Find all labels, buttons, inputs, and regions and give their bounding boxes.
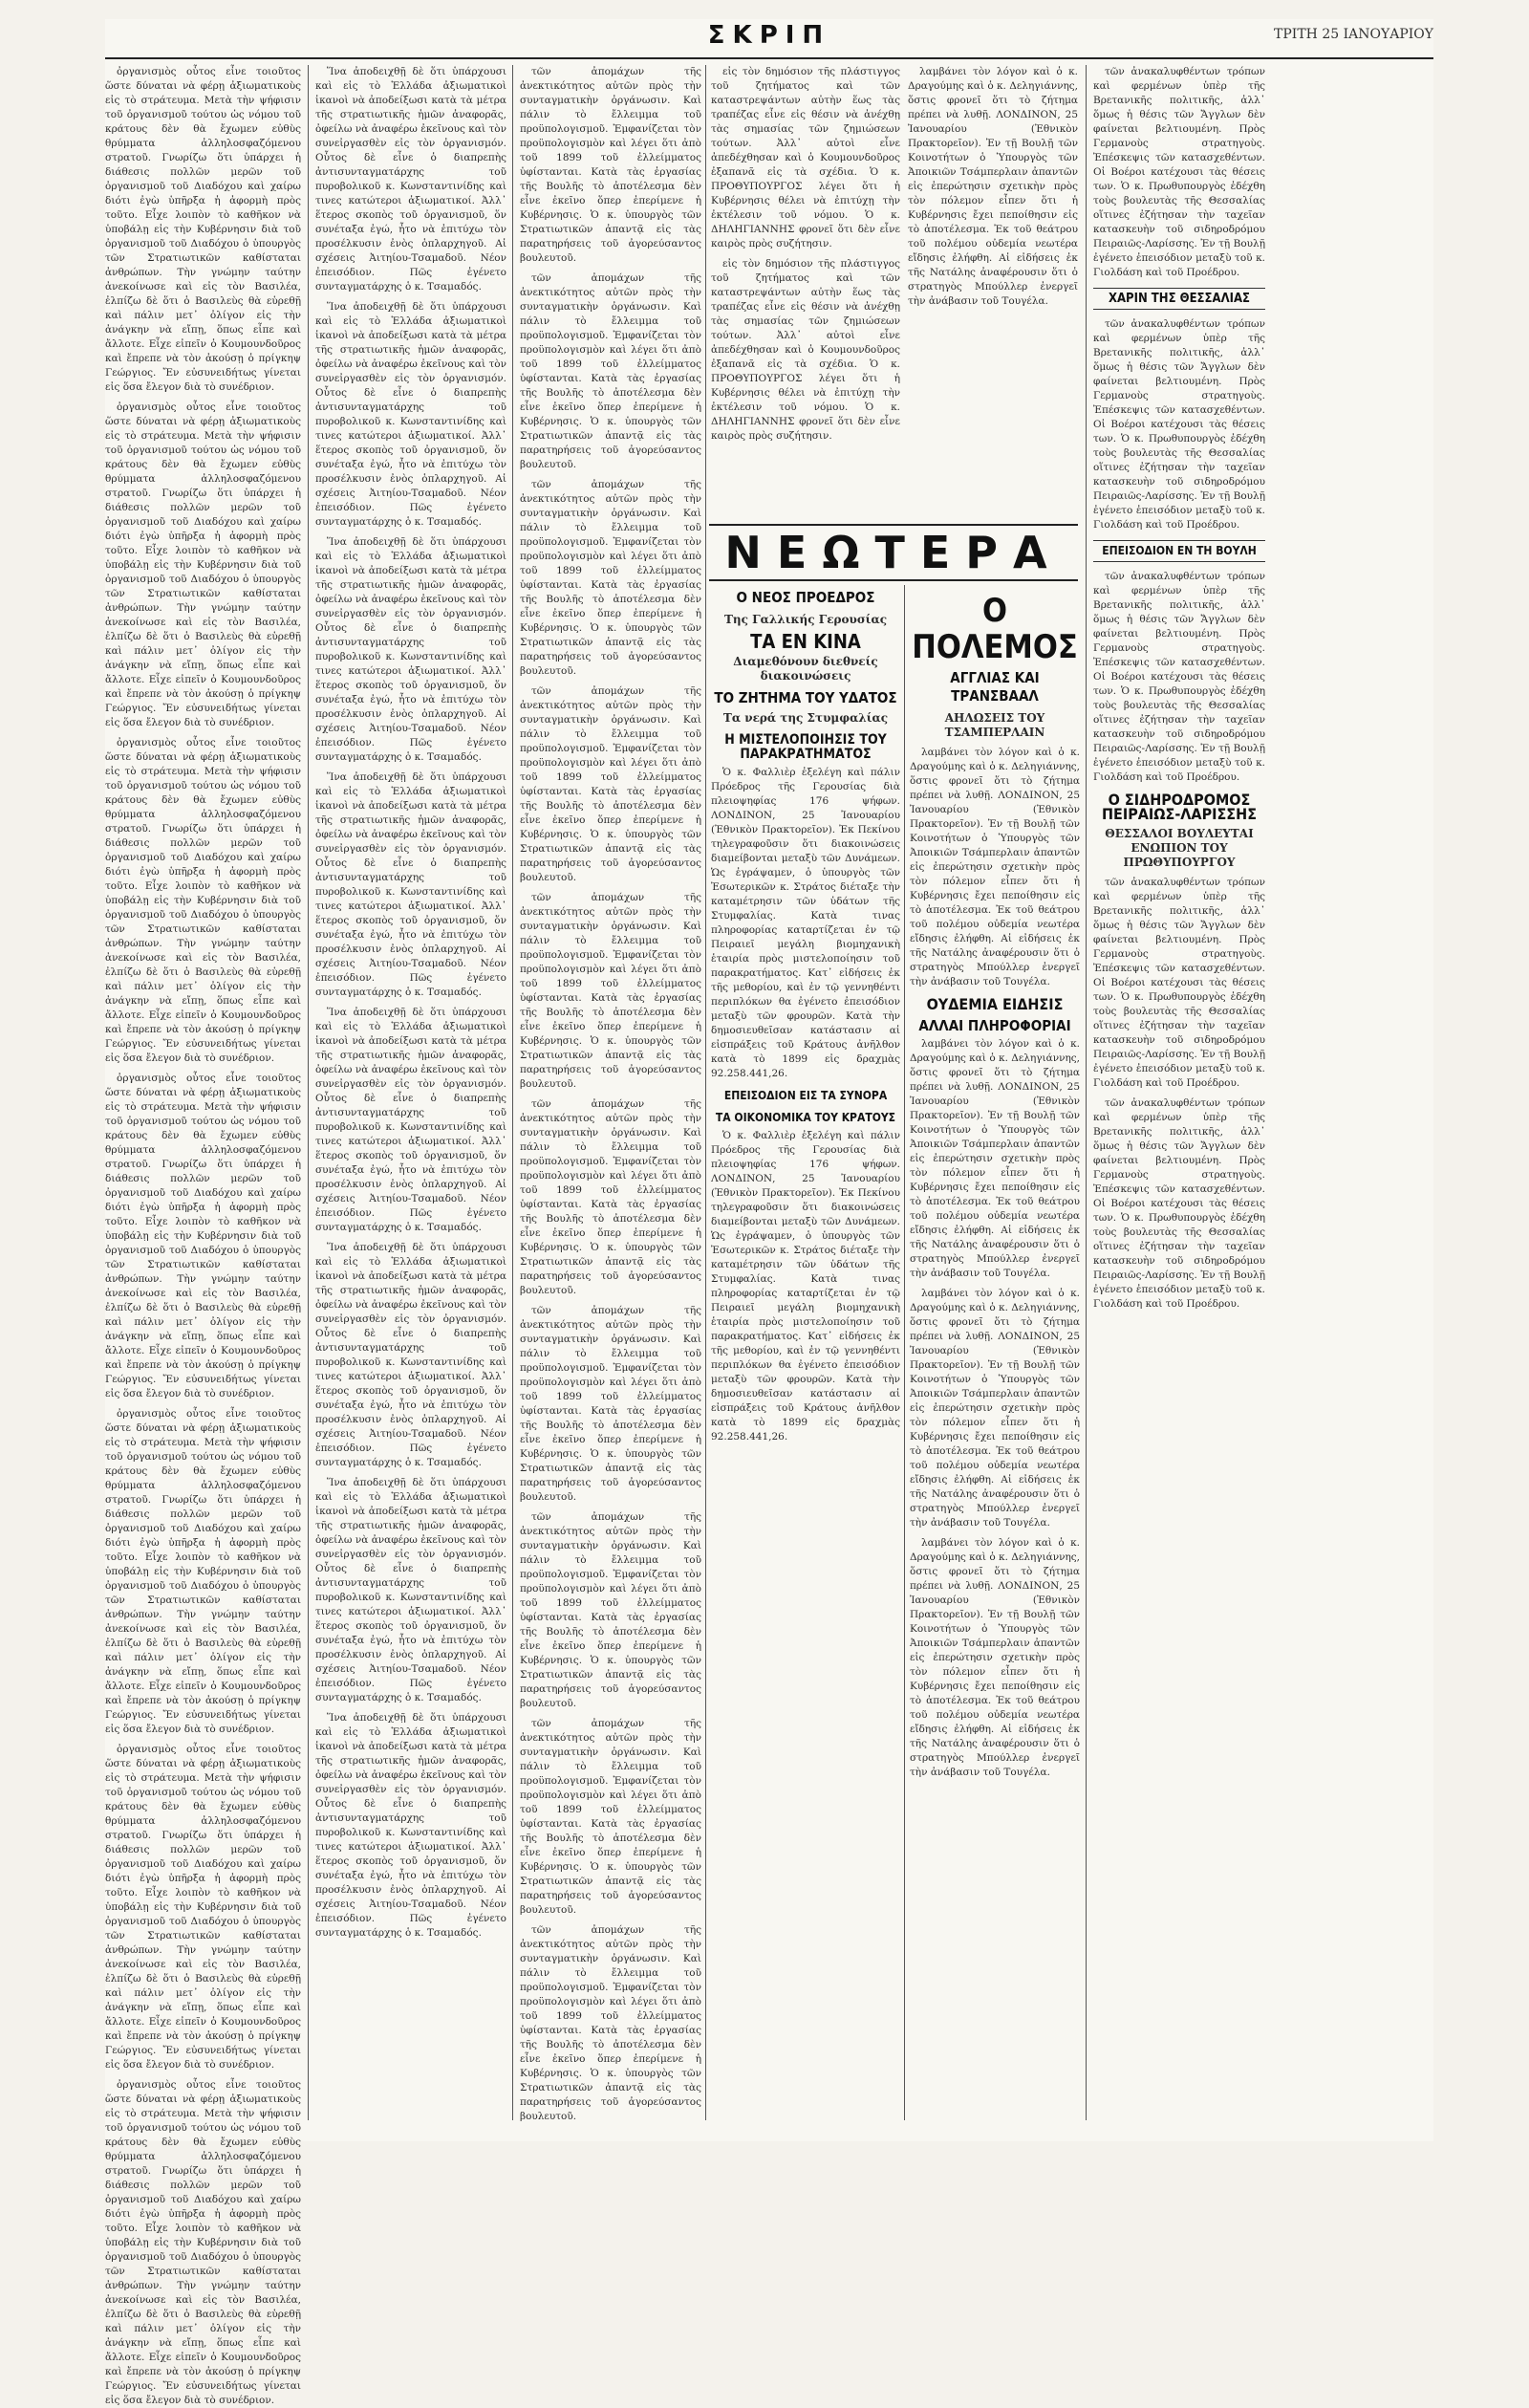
column-3 — [520, 65, 701, 2120]
column-2-text-repeat-4: Ἵνα ἀποδειχθῇ δὲ ὅτι ὑπάρχουσι καὶ εἰς τὸ Ἑλλάδα ἀξιωματικοὶ ἱκανοὶ νὰ ἀποδείξωσι κατὰ τὰ μέτρα τῆς στρατιωτικῆς ἡμῶν ἀναφορᾶς, ὀφείλω νὰ ἀναφέρω ἐκεῖνους καὶ τὸν συνεἰργασθὲν εἰς τὸν ὀργανισμόν. Οὗτος δὲ εἶνε ὁ διαπρεπὴς ἀντισυνταγματάρχης τοῦ πυροβολικοῦ κ. Κωνσταντινίδης καὶ τινες κατώτεροι ἀξιωματικοί. Ἀλλ᾽ ἕτερος σκοπὸς τοῦ ὀργανισμοῦ, ὅν συνέταξα ἐγώ, ἦτο νὰ ἐπιτύχω τὸν προσέλκυσιν ἐνὸς ὁπλαρχηγοῦ. Αἱ σχέσεις Ἀιτηίου-Τσαμαδοῦ. Νέον ἐπεισόδιον. Πῶς ἐγένετο συνταγματάρχης ὁ κ. Τσαμαδός. — [315, 1007, 506, 1233]
column-4-top — [711, 65, 900, 514]
heading-thessaloi: ΘΕΣΣΑΛΟΙ ΒΟΥΛΕΥΤΑΙ ΕΝΩΠΙΟΝ ΤΟΥ ΠΡΩΘΥΠΟΥΡΓΟΥ — [1105, 827, 1254, 869]
column-5-top-text: λαμβάνει τὸν λόγον καὶ ὁ κ. Δραγούμης καὶ ὁ κ. Δεληγιάννης, ὅστις φρονεῖ ὅτι τὸ ζήτημα πρέπει νὰ λυθῇ. ΛΟΝΔΙΝΟΝ, 25 Ἰανουαρίου (Ἐθνικὸν Πρακτορεῖον). Ἐν τῇ Βουλῇ τῶν Κοινοτήτων ὁ Ὑπουργὸς τῶν Ἀποικιῶν Τσάμπερλαιν ἀπαντῶν εἰς ἐπερώτησιν σχετικὴν πρὸς τὸν πόλεμον εἶπεν ὅτι ἡ Κυβέρνησις ἔχει πεποίθησιν εἰς τὸ ἀποτέλεσμα. Ἐκ τοῦ θεάτρου τοῦ πολέμου οὐδεμία νεωτέρα εἴδησις ἐλήφθη. Αἱ εἰδήσεις ἐκ τῆς Νατάλης ἀναφέρουσιν ὅτι ὁ στρατηγὸς Μπούλλερ ἐνεργεῖ τὴν ἀνάβασιν τοῦ Τουγέλα. — [908, 66, 1078, 307]
heading-epeisodion-synora: ΕΠΕΙΣΟΔΙΟΝ ΕΙΣ ΤΑ ΣΥΝΟΡΑ — [723, 1089, 888, 1102]
column-2-text-repeat-3: Ἵνα ἀποδειχθῇ δὲ ὅτι ὑπάρχουσι καὶ εἰς τὸ Ἑλλάδα ἀξιωματικοὶ ἱκανοὶ νὰ ἀποδείξωσι κατὰ τὰ μέτρα τῆς στρατιωτικῆς ἡμῶν ἀναφορᾶς, ὀφείλω νὰ ἀναφέρω ἐκεῖνους καὶ τὸν συνεἰργασθὲν εἰς τὸν ὀργανισμόν. Οὗτος δὲ εἶνε ὁ διαπρεπὴς ἀντισυνταγματάρχης τοῦ πυροβολικοῦ κ. Κωνσταντινίδης καὶ τινες κατώτεροι ἀξιωματικοί. Ἀλλ᾽ ἕτερος σκοπὸς τοῦ ὀργανισμοῦ, ὅν συνέταξα ἐγώ, ἦτο νὰ ἐπιτύχω τὸν προσέλκυσιν ἐνὸς ὁπλαρχηγοῦ. Αἱ σχέσεις Ἀιτηίου-Τσαμαδοῦ. Νέον ἐπεισόδιον. Πῶς ἐγένετο συνταγματάρχης ὁ κ. Τσαμαδός. — [315, 771, 506, 998]
column-2-text: Ἵνα ἀποδειχθῇ δὲ ὅτι ὑπάρχουσι καὶ εἰς τὸ Ἑλλάδα ἀξιωματικοὶ ἱκανοὶ νὰ ἀποδείξωσι κατὰ τὰ μέτρα τῆς στρατιωτικῆς ἡμῶν ἀναφορᾶς, ὀφείλω νὰ ἀναφέρω ἐκεῖνους καὶ τὸν συνεἰργασθὲν εἰς τὸν ὀργανισμόν. Οὗτος δὲ εἶνε ὁ διαπρεπὴς ἀντισυνταγματάρχης τοῦ πυροβολικοῦ κ. Κωνσταντινίδης καὶ τινες κατώτεροι ἀξιωματικοί. Ἀλλ᾽ ἕτερος σκοπὸς τοῦ ὀργανισμοῦ, ὅν συνέταξα ἐγώ, ἦτο νὰ ἐπιτύχω τὸν προσέλκυσιν ἐνὸς ὁπλαρχηγοῦ. Αἱ σχέσεις Ἀιτηίου-Τσαμαδοῦ. Νέον ἐπεισόδιον. Πῶς ἐγένετο συνταγματάρχης ὁ κ. Τσαμαδός. — [315, 66, 506, 293]
heading-epeisodion-vouli: ΕΠΕΙΣΟΔΙΟΝ ΕΝ ΤΗ ΒΟΥΛΗ — [1093, 540, 1265, 562]
subheading-polemos-2: ΑΗΛΩΣΕΙΣ ΤΟΥ ΤΣΑΜΠΕΡΛΑΙΝ — [944, 711, 1045, 739]
column-4-top-text-repeat: εἰς τὸν δημόσιον τῆς πλάστιγγος τοῦ ζητήματος καὶ τῶν καταστρεψάντων αὐτὴν ἕως τὰς τραπέζας εἶνε εἰς θέσιν νὰ ἀνέχθῃ τὰς σημασίας τῶν ζημιώσεων τούτων. Ἀλλ᾽ αὐτοὶ εἶνε ἀπεδέχθησαν καὶ ὁ Κουμουνδοῦρος ἐξαπανᾶ εἰς τὰ σχέδια. Ὁ κ. ΠΡΟΘΥΠΟΥΡΓΟΣ λέγει ὅτι ἡ Κυβέρνησις θέλει νὰ ἐπιτύχῃ τὴν ἐκτέλεσιν τοῦ νόμου. Ὁ κ. ΔΗΛΗΓΙΑΝΝΗΣ φρονεῖ ὅτι δὲν εἶνε καιρὸς πρὸς συζήτησιν. — [711, 258, 900, 442]
column-3-text-repeat-8: τῶν ἀπομάχων τῆς ἀνεκτικότητος αὐτῶν πρὸς τὴν συνταγματικὴν ὀργάνωσιν. Καὶ πάλιν τὸ ἔλλειμμα τοῦ προϋπολογισμοῦ. Ἐμφανίζεται τὸν προϋπολογισμὸν καὶ λέγει ὅτι ἀπὸ τοῦ 1899 τοῦ ἐλλείμματος ὑφίστανται. Κατὰ τὰς ἐργασίας τῆς Βουλῆς τὸ ἀποτέλεσμα δὲν εἶνε ἐκεῖνο ὅπερ ἐπερίμενε ἡ Κυβέρνησις. Ὁ κ. ὑπουργὸς τῶν Στρατιωτικῶν ἀπαντᾷ εἰς τὰς παρατηρήσεις τοῦ ἀγορεύσαντος βουλευτοῦ. — [520, 1718, 701, 1916]
column-2-text-repeat-7: Ἵνα ἀποδειχθῇ δὲ ὅτι ὑπάρχουσι καὶ εἰς τὸ Ἑλλάδα ἀξιωματικοὶ ἱκανοὶ νὰ ἀποδείξωσι κατὰ τὰ μέτρα τῆς στρατιωτικῆς ἡμῶν ἀναφορᾶς, ὀφείλω νὰ ἀναφέρω ἐκεῖνους καὶ τὸν συνεἰργασθὲν εἰς τὸν ὀργανισμόν. Οὗτος δὲ εἶνε ὁ διαπρεπὴς ἀντισυνταγματάρχης τοῦ πυροβολικοῦ κ. Κωνσταντινίδης καὶ τινες κατώτεροι ἀξιωματικοί. Ἀλλ᾽ ἕτερος σκοπὸς τοῦ ὀργανισμοῦ, ὅν συνέταξα ἐγώ, ἦτο νὰ ἐπιτύχω τὸν προσέλκυσιν ἐνὸς ὁπλαρχηγοῦ. Αἱ σχέσεις Ἀιτηίου-Τσαμαδοῦ. Νέον ἐπεισόδιον. Πῶς ἐγένετο συνταγματάρχης ὁ κ. Τσαμαδός. — [315, 1712, 506, 1939]
heading-misteli: Η ΜΙΣΤΕΛΟΠΟΙΗΣΙΣ ΤΟΥ ΠΑΡΑΚΡΑΤΗΜΑΤΟΣ — [724, 732, 887, 762]
column-1 — [105, 65, 301, 2406]
column-3-text: τῶν ἀπομάχων τῆς ἀνεκτικότητος αὐτῶν πρὸς τὴν συνταγματικὴν ὀργάνωσιν. Καὶ πάλιν τὸ ἔλλειμμα τοῦ προϋπολογισμοῦ. Ἐμφανίζεται τὸν προϋπολογισμὸν καὶ λέγει ὅτι ἀπὸ τοῦ 1899 τοῦ ἐλλείμματος ὑφίστανται. Κατὰ τὰς ἐργασίας τῆς Βουλῆς τὸ ἀποτέλεσμα δὲν εἶνε ἐκεῖνο ὅπερ ἐπερίμενε ἡ Κυβέρνησις. Ὁ κ. ὑπουργὸς τῶν Στρατιωτικῶν ἀπαντᾷ εἰς τὰς παρατηρήσεις τοῦ ἀγορεύσαντος βουλευτοῦ. — [520, 66, 701, 264]
dateline: ΤΡΙΤΗ 25 ΙΑΝΟΥΑΡΙΟΥ — [1274, 27, 1433, 42]
column-2-text-repeat: Ἵνα ἀποδειχθῇ δὲ ὅτι ὑπάρχουσι καὶ εἰς τὸ Ἑλλάδα ἀξιωματικοὶ ἱκανοὶ νὰ ἀποδείξωσι κατὰ τὰ μέτρα τῆς στρατιωτικῆς ἡμῶν ἀναφορᾶς, ὀφείλω νὰ ἀναφέρω ἐκεῖνους καὶ τὸν συνεἰργασθὲν εἰς τὸν ὀργανισμόν. Οὗτος δὲ εἶνε ὁ διαπρεπὴς ἀντισυνταγματάρχης τοῦ πυροβολικοῦ κ. Κωνσταντινίδης καὶ τινες κατώτεροι ἀξιωματικοί. Ἀλλ᾽ ἕτερος σκοπὸς τοῦ ὀργανισμοῦ, ὅν συνέταξα ἐγώ, ἦτο νὰ ἐπιτύχω τὸν προσέλκυσιν ἐνὸς ὁπλαρχηγοῦ. Αἱ σχέσεις Ἀιτηίου-Τσαμαδοῦ. Νέον ἐπεισόδιον. Πῶς ἐγένετο συνταγματάρχης ὁ κ. Τσαμαδός. — [315, 301, 506, 528]
heading-zitima: ΤΟ ΖΗΤΗΜΑ ΤΟΥ ΥΔΑΤΟΣ — [714, 689, 897, 706]
heading-proedros: Ο ΝΕΟΣ ΠΡΟΕΔΡΟΣ — [736, 589, 875, 606]
column-1-text: ὀργανισμὸς οὗτος εἶνε τοιοῦτος ὥστε δύναται νὰ φέρῃ ἀξιωματικοὺς εἰς τὸ στράτευμα. Μετὰ τὴν ψήφισιν τοῦ ὀργανισμοῦ τούτου ὡς νόμου τοῦ κράτους δὲν θὰ ἔχωμεν εὐθὺς θρύμματα ἀλληλοσφαζόμενου στρατοῦ. Γνωρίζω ὅτι ὑπάρχει ἡ διάθεσις πολλῶν μερῶν τοῦ ὀργανισμοῦ τοῦ Διαδόχου καὶ χαίρω διότι ἐγὼ ὑπῆρξα ἡ ἀφορμὴ πρὸς τοῦτο. Εἶχε λοιπὸν τὸ καθῆκον νὰ ὑποβάλῃ εἰς τὴν Κυβέρνησιν διὰ τοῦ ὀργανισμοῦ τοῦ Διαδόχου ὁ ὑπουργὸς τῶν Στρατιωτικῶν καθίσταται ἀνθρώπων. Τὴν γνώμην ταύτην ἀνεκοίνωσε καὶ εἰς τὸν Βασιλέα, ἐλπίζω δὲ ὅτι ὁ Βασιλεὺς θὰ εὑρεθῇ καὶ πάλιν μετ᾽ ὀλίγον εἰς τὴν ἀνάγκην νὰ εἴπῃ, ὅπως εἶπε καὶ ἄλλοτε. Εἶχε εἰπεῖν ὁ Κουμουνδοῦρος καὶ ἔπρεπε νὰ τὸν ἀκούσῃ ὁ πρίγκηψ Γεώργιος. Ἔν εὐσυνειδήτως γίνεται εἰς ὅσα ἔλεγον διὰ τὸ συνέδριον. — [105, 66, 301, 393]
column-5-top — [908, 65, 1078, 514]
masthead — [105, 19, 1433, 59]
column-rule — [904, 585, 905, 2120]
banner-neotera: ΝΕΩΤΕΡΑ — [709, 524, 1078, 581]
subheading-proedros: Της Γαλλικής Γερουσίας — [723, 613, 888, 626]
column-3-text-repeat: τῶν ἀπομάχων τῆς ἀνεκτικότητος αὐτῶν πρὸς τὴν συνταγματικὴν ὀργάνωσιν. Καὶ πάλιν τὸ ἔλλειμμα τοῦ προϋπολογισμοῦ. Ἐμφανίζεται τὸν προϋπολογισμὸν καὶ λέγει ὅτι ἀπὸ τοῦ 1899 τοῦ ἐλλείμματος ὑφίστανται. Κατὰ τὰς ἐργασίας τῆς Βουλῆς τὸ ἀποτέλεσμα δὲν εἶνε ἐκεῖνο ὅπερ ἐπερίμενε ἡ Κυβέρνησις. Ὁ κ. ὑπουργὸς τῶν Στρατιωτικῶν ἀπαντᾷ εἰς τὰς παρατηρήσεις τοῦ ἀγορεύσαντος βουλευτοῦ. — [520, 272, 701, 470]
column-1-text-repeat: ὀργανισμὸς οὗτος εἶνε τοιοῦτος ὥστε δύναται νὰ φέρῃ ἀξιωματικοὺς εἰς τὸ στράτευμα. Μετὰ τὴν ψήφισιν τοῦ ὀργανισμοῦ τούτου ὡς νόμου τοῦ κράτους δὲν θὰ ἔχωμεν εὐθὺς θρύμματα ἀλληλοσφαζόμενου στρατοῦ. Γνωρίζω ὅτι ὑπάρχει ἡ διάθεσις πολλῶν μερῶν τοῦ ὀργανισμοῦ τοῦ Διαδόχου καὶ χαίρω διότι ἐγὼ ὑπῆρξα ἡ ἀφορμὴ πρὸς τοῦτο. Εἶχε λοιπὸν τὸ καθῆκον νὰ ὑποβάλῃ εἰς τὴν Κυβέρνησιν διὰ τοῦ ὀργανισμοῦ τοῦ Διαδόχου ὁ ὑπουργὸς τῶν Στρατιωτικῶν καθίσταται ἀνθρώπων. Τὴν γνώμην ταύτην ἀνεκοίνωσε καὶ εἰς τὸν Βασιλέα, ἐλπίζω δὲ ὅτι ὁ Βασιλεὺς θὰ εὑρεθῇ καὶ πάλιν μετ᾽ ὀλίγον εἰς τὴν ἀνάγκην νὰ εἴπῃ, ὅπως εἶπε καὶ ἄλλοτε. Εἶχε εἰπεῖν ὁ Κουμουνδοῦρος καὶ ἔπρεπε νὰ τὸν ἀκούσῃ ὁ πρίγκηψ Γεώργιος. Ἔν εὐσυνειδήτως γίνεται εἰς ὅσα ἔλεγον διὰ τὸ συνέδριον. — [105, 401, 301, 728]
column-2-text-repeat-5: Ἵνα ἀποδειχθῇ δὲ ὅτι ὑπάρχουσι καὶ εἰς τὸ Ἑλλάδα ἀξιωματικοὶ ἱκανοὶ νὰ ἀποδείξωσι κατὰ τὰ μέτρα τῆς στρατιωτικῆς ἡμῶν ἀναφορᾶς, ὀφείλω νὰ ἀναφέρω ἐκεῖνους καὶ τὸν συνεἰργασθὲν εἰς τὸν ὀργανισμόν. Οὗτος δὲ εἶνε ὁ διαπρεπὴς ἀντισυνταγματάρχης τοῦ πυροβολικοῦ κ. Κωνσταντινίδης καὶ τινες κατώτεροι ἀξιωματικοί. Ἀλλ᾽ ἕτερος σκοπὸς τοῦ ὀργανισμοῦ, ὅν συνέταξα ἐγώ, ἦτο νὰ ἐπιτύχω τὸν προσέλκυσιν ἐνὸς ὁπλαρχηγοῦ. Αἱ σχέσεις Ἀιτηίου-Τσαμαδοῦ. Νέον ἐπεισόδιον. Πῶς ἐγένετο συνταγματάρχης ὁ κ. Τσαμαδός. — [315, 1242, 506, 1468]
column-6-text: τῶν ἀνακαλυφθέντων τρόπων καὶ φερμένων ὑπὲρ τῆς Βρετανικῆς πολιτικῆς, ἀλλ᾽ ὅμως ἡ θέσις τῶν Ἄγγλων δὲν φαίνεται βελτιουμένη. Πρὸς Γερμανοὺς στρατηγοὺς. Ἐπέσκεψις τῶν κατασχεθέντων. Οἱ Βοέροι κατέχουσι τὰς θέσεις των. Ὁ κ. Πρωθυπουργὸς ἐδέχθη τοὺς βουλευτὰς τῆς Θεσσαλίας οἵτινες ἐζήτησαν τὴν ταχεῖαν κατασκευὴν τοῦ σιδηροδρόμου Πειραιῶς-Λαρίσσης. Ἐν τῇ Βουλῇ ἐγένετο ἐπεισόδιον μεταξὺ τοῦ κ. Γιολδάση καὶ τοῦ Προέδρου. — [1093, 66, 1265, 278]
subheading-zitima: Τα νερά της Στυμφαλίας — [722, 711, 889, 725]
column-rule — [308, 65, 309, 2120]
column-rule — [512, 65, 513, 2120]
heading-enkina: ΤΑ ΕΝ ΚΙΝΑ — [750, 630, 861, 653]
column-1-text-repeat-5: ὀργανισμὸς οὗτος εἶνε τοιοῦτος ὥστε δύναται νὰ φέρῃ ἀξιωματικοὺς εἰς τὸ στράτευμα. Μετὰ τὴν ψήφισιν τοῦ ὀργανισμοῦ τούτου ὡς νόμου τοῦ κράτους δὲν θὰ ἔχωμεν εὐθὺς θρύμματα ἀλληλοσφαζόμενου στρατοῦ. Γνωρίζω ὅτι ὑπάρχει ἡ διάθεσις πολλῶν μερῶν τοῦ ὀργανισμοῦ τοῦ Διαδόχου καὶ χαίρω διότι ἐγὼ ὑπῆρξα ἡ ἀφορμὴ πρὸς τοῦτο. Εἶχε λοιπὸν τὸ καθῆκον νὰ ὑποβάλῃ εἰς τὴν Κυβέρνησιν διὰ τοῦ ὀργανισμοῦ τοῦ Διαδόχου ὁ ὑπουργὸς τῶν Στρατιωτικῶν καθίσταται ἀνθρώπων. Τὴν γνώμην ταύτην ἀνεκοίνωσε καὶ εἰς τὸν Βασιλέα, ἐλπίζω δὲ ὅτι ὁ Βασιλεὺς θὰ εὑρεθῇ καὶ πάλιν μετ᾽ ὀλίγον εἰς τὴν ἀνάγκην νὰ εἴπῃ, ὅπως εἶπε καὶ ἄλλοτε. Εἶχε εἰπεῖν ὁ Κουμουνδοῦρος καὶ ἔπρεπε νὰ τὸν ἀκούσῃ ὁ πρίγκηψ Γεώργιος. Ἔν εὐσυνειδήτως γίνεται εἰς ὅσα ἔλεγον διὰ τὸ συνέδριον. — [105, 1744, 301, 2071]
newspaper-page — [105, 19, 1433, 2406]
column-3-text-repeat-3: τῶν ἀπομάχων τῆς ἀνεκτικότητος αὐτῶν πρὸς τὴν συνταγματικὴν ὀργάνωσιν. Καὶ πάλιν τὸ ἔλλειμμα τοῦ προϋπολογισμοῦ. Ἐμφανίζεται τὸν προϋπολογισμὸν καὶ λέγει ὅτι ἀπὸ τοῦ 1899 τοῦ ἐλλείμματος ὑφίστανται. Κατὰ τὰς ἐργασίας τῆς Βουλῆς τὸ ἀποτέλεσμα δὲν εἶνε ἐκεῖνο ὅπερ ἐπερίμενε ἡ Κυβέρνησις. Ὁ κ. ὑπουργὸς τῶν Στρατιωτικῶν ἀπαντᾷ εἰς τὰς παρατηρήσεις τοῦ ἀγορεύσαντος βουλευτοῦ. — [520, 685, 701, 883]
column-3-text-repeat-6: τῶν ἀπομάχων τῆς ἀνεκτικότητος αὐτῶν πρὸς τὴν συνταγματικὴν ὀργάνωσιν. Καὶ πάλιν τὸ ἔλλειμμα τοῦ προϋπολογισμοῦ. Ἐμφανίζεται τὸν προϋπολογισμὸν καὶ λέγει ὅτι ἀπὸ τοῦ 1899 τοῦ ἐλλείμματος ὑφίστανται. Κατὰ τὰς ἐργασίας τῆς Βουλῆς τὸ ἀποτέλεσμα δὲν εἶνε ἐκεῖνο ὅπερ ἐπερίμενε ἡ Κυβέρνησις. Ὁ κ. ὑπουργὸς τῶν Στρατιωτικῶν ἀπαντᾷ εἰς τὰς παρατηρήσεις τοῦ ἀγορεύσαντος βουλευτοῦ. — [520, 1305, 701, 1503]
column-6-text-repeat-3: τῶν ἀνακαλυφθέντων τρόπων καὶ φερμένων ὑπὲρ τῆς Βρετανικῆς πολιτικῆς, ἀλλ᾽ ὅμως ἡ θέσις τῶν Ἄγγλων δὲν φαίνεται βελτιουμένη. Πρὸς Γερμανοὺς στρατηγοὺς. Ἐπέσκεψις τῶν κατασχεθέντων. Οἱ Βοέροι κατέχουσι τὰς θέσεις των. Ὁ κ. Πρωθυπουργὸς ἐδέχθη τοὺς βουλευτὰς τῆς Θεσσαλίας οἵτινες ἐζήτησαν τὴν ταχεῖαν κατασκευὴν τοῦ σιδηροδρόμου Πειραιῶς-Λαρίσσης. Ἐν τῇ Βουλῇ ἐγένετο ἐπεισόδιον μεταξὺ τοῦ κ. Γιολδάση καὶ τοῦ Προέδρου. — [1093, 877, 1265, 1089]
column-4 — [711, 585, 900, 2120]
column-4-top-text: εἰς τὸν δημόσιον τῆς πλάστιγγος τοῦ ζητήματος καὶ τῶν καταστρεψάντων αὐτὴν ἕως τὰς τραπέζας εἶνε εἰς θέσιν νὰ ἀνέχθῃ τὰς σημασίας τῶν ζημιώσεων τούτων. Ἀλλ᾽ αὐτοὶ εἶνε ἀπεδέχθησαν καὶ ὁ Κουμουνδοῦρος ἐξαπανᾶ εἰς τὰ σχέδια. Ὁ κ. ΠΡΟΘΥΠΟΥΡΓΟΣ λέγει ὅτι ἡ Κυβέρνησις θέλει νὰ ἐπιτύχῃ τὴν ἐκτέλεσιν τοῦ νόμου. Ὁ κ. ΔΗΛΗΓΙΑΝΝΗΣ φρονεῖ ὅτι δὲν εἶνε καιρὸς πρὸς συζήτησιν. — [711, 66, 900, 249]
column-6 — [1093, 65, 1265, 2120]
column-1-text-repeat-4: ὀργανισμὸς οὗτος εἶνε τοιοῦτος ὥστε δύναται νὰ φέρῃ ἀξιωματικοὺς εἰς τὸ στράτευμα. Μετὰ τὴν ψήφισιν τοῦ ὀργανισμοῦ τούτου ὡς νόμου τοῦ κράτους δὲν θὰ ἔχωμεν εὐθὺς θρύμματα ἀλληλοσφαζόμενου στρατοῦ. Γνωρίζω ὅτι ὑπάρχει ἡ διάθεσις πολλῶν μερῶν τοῦ ὀργανισμοῦ τοῦ Διαδόχου καὶ χαίρω διότι ἐγὼ ὑπῆρξα ἡ ἀφορμὴ πρὸς τοῦτο. Εἶχε λοιπὸν τὸ καθῆκον νὰ ὑποβάλῃ εἰς τὴν Κυβέρνησιν διὰ τοῦ ὀργανισμοῦ τοῦ Διαδόχου ὁ ὑπουργὸς τῶν Στρατιωτικῶν καθίσταται ἀνθρώπων. Τὴν γνώμην ταύτην ἀνεκοίνωσε καὶ εἰς τὸν Βασιλέα, ἐλπίζω δὲ ὅτι ὁ Βασιλεὺς θὰ εὑρεθῇ καὶ πάλιν μετ᾽ ὀλίγον εἰς τὴν ἀνάγκην νὰ εἴπῃ, ὅπως εἶπε καὶ ἄλλοτε. Εἶχε εἰπεῖν ὁ Κουμουνδοῦρος καὶ ἔπρεπε νὰ τὸν ἀκούσῃ ὁ πρίγκηψ Γεώργιος. Ἔν εὐσυνειδήτως γίνεται εἰς ὅσα ἔλεγον διὰ τὸ συνέδριον. — [105, 1408, 301, 1735]
column-5-text: λαμβάνει τὸν λόγον καὶ ὁ κ. Δραγούμης καὶ ὁ κ. Δεληγιάννης, ὅστις φρονεῖ ὅτι τὸ ζήτημα πρέπει νὰ λυθῇ. ΛΟΝΔΙΝΟΝ, 25 Ἰανουαρίου (Ἐθνικὸν Πρακτορεῖον). Ἐν τῇ Βουλῇ τῶν Κοινοτήτων ὁ Ὑπουργὸς τῶν Ἀποικιῶν Τσάμπερλαιν ἀπαντῶν εἰς ἐπερώτησιν σχετικὴν πρὸς τὸν πόλεμον εἶπεν ὅτι ἡ Κυβέρνησις ἔχει πεποίθησιν εἰς τὸ ἀποτέλεσμα. Ἐκ τοῦ θεάτρου τοῦ πολέμου οὐδεμία νεωτέρα εἴδησις ἐλήφθη. Αἱ εἰδήσεις ἐκ τῆς Νατάλης ἀναφέρουσιν ὅτι ὁ στρατηγὸς Μπούλλερ ἐνεργεῖ τὴν ἀνάβασιν τοῦ Τουγέλα. — [910, 747, 1080, 987]
heading-oikonomika: ΤΑ ΟΙΚΟΝΟΜΙΚΑ ΤΟΥ ΚΡΑΤΟΥΣ — [715, 1111, 896, 1124]
column-6-text-repeat-4: τῶν ἀνακαλυφθέντων τρόπων καὶ φερμένων ὑπὲρ τῆς Βρετανικῆς πολιτικῆς, ἀλλ᾽ ὅμως ἡ θέσις τῶν Ἄγγλων δὲν φαίνεται βελτιουμένη. Πρὸς Γερμανοὺς στρατηγοὺς. Ἐπέσκεψις τῶν κατασχεθέντων. Οἱ Βοέροι κατέχουσι τὰς θέσεις των. Ὁ κ. Πρωθυπουργὸς ἐδέχθη τοὺς βουλευτὰς τῆς Θεσσαλίας οἵτινες ἐζήτησαν τὴν ταχεῖαν κατασκευὴν τοῦ σιδηροδρόμου Πειραιῶς-Λαρίσσης. Ἐν τῇ Βουλῇ ἐγένετο ἐπεισόδιον μεταξὺ τοῦ κ. Γιολδάση καὶ τοῦ Προέδρου. — [1093, 1097, 1265, 1310]
column-3-text-repeat-4: τῶν ἀπομάχων τῆς ἀνεκτικότητος αὐτῶν πρὸς τὴν συνταγματικὴν ὀργάνωσιν. Καὶ πάλιν τὸ ἔλλειμμα τοῦ προϋπολογισμοῦ. Ἐμφανίζεται τὸν προϋπολογισμὸν καὶ λέγει ὅτι ἀπὸ τοῦ 1899 τοῦ ἐλλείμματος ὑφίστανται. Κατὰ τὰς ἐργασίας τῆς Βουλῆς τὸ ἀποτέλεσμα δὲν εἶνε ἐκεῖνο ὅπερ ἐπερίμενε ἡ Κυβέρνησις. Ὁ κ. ὑπουργὸς τῶν Στρατιωτικῶν ἀπαντᾷ εἰς τὰς παρατηρήσεις τοῦ ἀγορεύσαντος βουλευτοῦ. — [520, 892, 701, 1090]
column-1-text-repeat-6: ὀργανισμὸς οὗτος εἶνε τοιοῦτος ὥστε δύναται νὰ φέρῃ ἀξιωματικοὺς εἰς τὸ στράτευμα. Μετὰ τὴν ψήφισιν τοῦ ὀργανισμοῦ τούτου ὡς νόμου τοῦ κράτους δὲν θὰ ἔχωμεν εὐθὺς θρύμματα ἀλληλοσφαζόμενου στρατοῦ. Γνωρίζω ὅτι ὑπάρχει ἡ διάθεσις πολλῶν μερῶν τοῦ ὀργανισμοῦ τοῦ Διαδόχου καὶ χαίρω διότι ἐγὼ ὑπῆρξα ἡ ἀφορμὴ πρὸς τοῦτο. Εἶχε λοιπὸν τὸ καθῆκον νὰ ὑποβάλῃ εἰς τὴν Κυβέρνησιν διὰ τοῦ ὀργανισμοῦ τοῦ Διαδόχου ὁ ὑπουργὸς τῶν Στρατιωτικῶν καθίσταται ἀνθρώπων. Τὴν γνώμην ταύτην ἀνεκοίνωσε καὶ εἰς τὸν Βασιλέα, ἐλπίζω δὲ ὅτι ὁ Βασιλεὺς θὰ εὑρεθῇ καὶ πάλιν μετ᾽ ὀλίγον εἰς τὴν ἀνάγκην νὰ εἴπῃ, ὅπως εἶπε καὶ ἄλλοτε. Εἶχε εἰπεῖν ὁ Κουμουνδοῦρος καὶ ἔπρεπε νὰ τὸν ἀκούσῃ ὁ πρίγκηψ Γεώργιος. Ἔν εὐσυνειδήτως γίνεται εἰς ὅσα ἔλεγον διὰ τὸ συνέδριον. — [105, 2079, 301, 2406]
heading-charin: ΧΑΡΙΝ ΤΗΣ ΘΕΣΣΑΛΙΑΣ — [1093, 288, 1265, 310]
column-1-text-repeat-3: ὀργανισμὸς οὗτος εἶνε τοιοῦτος ὥστε δύναται νὰ φέρῃ ἀξιωματικοὺς εἰς τὸ στράτευμα. Μετὰ τὴν ψήφισιν τοῦ ὀργανισμοῦ τούτου ὡς νόμου τοῦ κράτους δὲν θὰ ἔχωμεν εὐθὺς θρύμματα ἀλληλοσφαζόμενου στρατοῦ. Γνωρίζω ὅτι ὑπάρχει ἡ διάθεσις πολλῶν μερῶν τοῦ ὀργανισμοῦ τοῦ Διαδόχου καὶ χαίρω διότι ἐγὼ ὑπῆρξα ἡ ἀφορμὴ πρὸς τοῦτο. Εἶχε λοιπὸν τὸ καθῆκον νὰ ὑποβάλῃ εἰς τὴν Κυβέρνησιν διὰ τοῦ ὀργανισμοῦ τοῦ Διαδόχου ὁ ὑπουργὸς τῶν Στρατιωτικῶν καθίσταται ἀνθρώπων. Τὴν γνώμην ταύτην ἀνεκοίνωσε καὶ εἰς τὸν Βασιλέα, ἐλπίζω δὲ ὅτι ὁ Βασιλεὺς θὰ εὑρεθῇ καὶ πάλιν μετ᾽ ὀλίγον εἰς τὴν ἀνάγκην νὰ εἴπῃ, ὅπως εἶπε καὶ ἄλλοτε. Εἶχε εἰπεῖν ὁ Κουμουνδοῦρος καὶ ἔπρεπε νὰ τὸν ἀκούσῃ ὁ πρίγκηψ Γεώργιος. Ἔν εὐσυνειδήτως γίνεται εἰς ὅσα ἔλεγον διὰ τὸ συνέδριον. — [105, 1073, 301, 1399]
heading-polemos: Ο ΠΟΛΕΜΟΣ — [912, 592, 1078, 666]
column-4-text: Ὁ κ. Φαλλιὲρ ἐξελέγη καὶ πάλιν Πρόεδρος τῆς Γερουσίας διὰ πλειοψηφίας 176 ψήφων. ΛΟΝΔΙΝΟΝ, 25 Ἰανουαρίου (Ἐθνικὸν Πρακτορεῖον). Ἐκ Πεκίνου τηλεγραφοῦσιν ὅτι διακοινώσεις διαμείβονται μεταξὺ τῶν Δυνάμεων. Ὡς ἐγράψαμεν, ὁ ὑπουργὸς τῶν Ἐσωτερικῶν κ. Στράτος διέταξε τὴν καταμέτρησιν τῶν ὑδάτων τῆς Στυμφαλίας. Κατὰ τινας πληροφορίας καταρτίζεται ἐν τῷ Πειραιεῖ μεγάλη βιομηχανικὴ ἑταιρία πρὸς μιστελοποίησιν τοῦ παρακρατήματος. Κατ᾽ εἰδήσεις ἐκ τῆς μεθορίου, καὶ ἐν τῷ γεννηθέντι περιπλόκων θα ἐγένετο ἐπεισόδιον μεταξὺ τῶν φρουρῶν. Κατὰ τὴν δημοσιευθεῖσαν κατάστασιν αἱ εἰσπράξεις τοῦ Κράτους ἀνῆλθον κατὰ τὸ 1899 εἰς δραχμὰς 92.258.441,26. — [711, 767, 900, 1079]
column-6-text-repeat: τῶν ἀνακαλυφθέντων τρόπων καὶ φερμένων ὑπὲρ τῆς Βρετανικῆς πολιτικῆς, ἀλλ᾽ ὅμως ἡ θέσις τῶν Ἄγγλων δὲν φαίνεται βελτιουμένη. Πρὸς Γερμανοὺς στρατηγοὺς. Ἐπέσκεψις τῶν κατασχεθέντων. Οἱ Βοέροι κατέχουσι τὰς θέσεις των. Ὁ κ. Πρωθυπουργὸς ἐδέχθη τοὺς βουλευτὰς τῆς Θεσσαλίας οἵτινες ἐζήτησαν τὴν ταχεῖαν κατασκευὴν τοῦ σιδηροδρόμου Πειραιῶς-Λαρίσσης. Ἐν τῇ Βουλῇ ἐγένετο ἐπεισόδιον μεταξὺ τοῦ κ. Γιολδάση καὶ τοῦ Προέδρου. — [1093, 318, 1265, 531]
subheading-polemos: ΑΓΓΛΙΑΣ ΚΑΙ ΤΡΑΝΣΒΑΑΛ — [950, 669, 1040, 705]
column-3-text-repeat-7: τῶν ἀπομάχων τῆς ἀνεκτικότητος αὐτῶν πρὸς τὴν συνταγματικὴν ὀργάνωσιν. Καὶ πάλιν τὸ ἔλλειμμα τοῦ προϋπολογισμοῦ. Ἐμφανίζεται τὸν προϋπολογισμὸν καὶ λέγει ὅτι ἀπὸ τοῦ 1899 τοῦ ἐλλείμματος ὑφίστανται. Κατὰ τὰς ἐργασίας τῆς Βουλῆς τὸ ἀποτέλεσμα δὲν εἶνε ἐκεῖνο ὅπερ ἐπερίμενε ἡ Κυβέρνησις. Ὁ κ. ὑπουργὸς τῶν Στρατιωτικῶν ἀπαντᾷ εἰς τὰς παρατηρήσεις τοῦ ἀγορεύσαντος βουλευτοῦ. — [520, 1511, 701, 1709]
column-5 — [910, 585, 1080, 2120]
column-3-text-repeat-2: τῶν ἀπομάχων τῆς ἀνεκτικότητος αὐτῶν πρὸς τὴν συνταγματικὴν ὀργάνωσιν. Καὶ πάλιν τὸ ἔλλειμμα τοῦ προϋπολογισμοῦ. Ἐμφανίζεται τὸν προϋπολογισμὸν καὶ λέγει ὅτι ἀπὸ τοῦ 1899 τοῦ ἐλλείμματος ὑφίστανται. Κατὰ τὰς ἐργασίας τῆς Βουλῆς τὸ ἀποτέλεσμα δὲν εἶνε ἐκεῖνο ὅπερ ἐπερίμενε ἡ Κυβέρνησις. Ὁ κ. ὑπουργὸς τῶν Στρατιωτικῶν ἀπαντᾷ εἰς τὰς παρατηρήσεις τοῦ ἀγορεύσαντος βουλευτοῦ. — [520, 479, 701, 677]
subheading-enkina: Διαμεθόνουν διεθνείς διακοινώσεις — [733, 655, 878, 683]
column-5-text-repeat: λαμβάνει τὸν λόγον καὶ ὁ κ. Δραγούμης καὶ ὁ κ. Δεληγιάννης, ὅστις φρονεῖ ὅτι τὸ ζήτημα πρέπει νὰ λυθῇ. ΛΟΝΔΙΝΟΝ, 25 Ἰανουαρίου (Ἐθνικὸν Πρακτορεῖον). Ἐν τῇ Βουλῇ τῶν Κοινοτήτων ὁ Ὑπουργὸς τῶν Ἀποικιῶν Τσάμπερλαιν ἀπαντῶν εἰς ἐπερώτησιν σχετικὴν πρὸς τὸν πόλεμον εἶπεν ὅτι ἡ Κυβέρνησις ἔχει πεποίθησιν εἰς τὸ ἀποτέλεσμα. Ἐκ τοῦ θεάτρου τοῦ πολέμου οὐδεμία νεωτέρα εἴδησις ἐλήφθη. Αἱ εἰδήσεις ἐκ τῆς Νατάλης ἀναφέρουσιν ὅτι ὁ στρατηγὸς Μπούλλερ ἐνεργεῖ τὴν ἀνάβασιν τοῦ Τουγέλα. — [910, 1038, 1080, 1279]
column-1-text-repeat-2: ὀργανισμὸς οὗτος εἶνε τοιοῦτος ὥστε δύναται νὰ φέρῃ ἀξιωματικοὺς εἰς τὸ στράτευμα. Μετὰ τὴν ψήφισιν τοῦ ὀργανισμοῦ τούτου ὡς νόμου τοῦ κράτους δὲν θὰ ἔχωμεν εὐθὺς θρύμματα ἀλληλοσφαζόμενου στρατοῦ. Γνωρίζω ὅτι ὑπάρχει ἡ διάθεσις πολλῶν μερῶν τοῦ ὀργανισμοῦ τοῦ Διαδόχου καὶ χαίρω διότι ἐγὼ ὑπῆρξα ἡ ἀφορμὴ πρὸς τοῦτο. Εἶχε λοιπὸν τὸ καθῆκον νὰ ὑποβάλῃ εἰς τὴν Κυβέρνησιν διὰ τοῦ ὀργανισμοῦ τοῦ Διαδόχου ὁ ὑπουργὸς τῶν Στρατιωτικῶν καθίσταται ἀνθρώπων. Τὴν γνώμην ταύτην ἀνεκοίνωσε καὶ εἰς τὸν Βασιλέα, ἐλπίζω δὲ ὅτι ὁ Βασιλεὺς θὰ εὑρεθῇ καὶ πάλιν μετ᾽ ὀλίγον εἰς τὴν ἀνάγκην νὰ εἴπῃ, ὅπως εἶπε καὶ ἄλλοτε. Εἶχε εἰπεῖν ὁ Κουμουνδοῦρος καὶ ἔπρεπε νὰ τὸν ἀκούσῃ ὁ πρίγκηψ Γεώργιος. Ἔν εὐσυνειδήτως γίνεται εἰς ὅσα ἔλεγον διὰ τὸ συνέδριον. — [105, 737, 301, 1064]
column-3-text-repeat-5: τῶν ἀπομάχων τῆς ἀνεκτικότητος αὐτῶν πρὸς τὴν συνταγματικὴν ὀργάνωσιν. Καὶ πάλιν τὸ ἔλλειμμα τοῦ προϋπολογισμοῦ. Ἐμφανίζεται τὸν προϋπολογισμὸν καὶ λέγει ὅτι ἀπὸ τοῦ 1899 τοῦ ἐλλείμματος ὑφίστανται. Κατὰ τὰς ἐργασίας τῆς Βουλῆς τὸ ἀποτέλεσμα δὲν εἶνε ἐκεῖνο ὅπερ ἐπερίμενε ἡ Κυβέρνησις. Ὁ κ. ὑπουργὸς τῶν Στρατιωτικῶν ἀπαντᾷ εἰς τὰς παρατηρήσεις τοῦ ἀγορεύσαντος βουλευτοῦ. — [520, 1098, 701, 1296]
heading-sidirodromos: Ο ΣΙΔΗΡΟΔΡΟΜΟΣ ΠΕΙΡΑΙΩΣ-ΛΑΡΙΣΣΗΣ — [1101, 791, 1258, 823]
column-5-text-repeat-2: λαμβάνει τὸν λόγον καὶ ὁ κ. Δραγούμης καὶ ὁ κ. Δεληγιάννης, ὅστις φρονεῖ ὅτι τὸ ζήτημα πρέπει νὰ λυθῇ. ΛΟΝΔΙΝΟΝ, 25 Ἰανουαρίου (Ἐθνικὸν Πρακτορεῖον). Ἐν τῇ Βουλῇ τῶν Κοινοτήτων ὁ Ὑπουργὸς τῶν Ἀποικιῶν Τσάμπερλαιν ἀπαντῶν εἰς ἐπερώτησιν σχετικὴν πρὸς τὸν πόλεμον εἶπεν ὅτι ἡ Κυβέρνησις ἔχει πεποίθησιν εἰς τὸ ἀποτέλεσμα. Ἐκ τοῦ θεάτρου τοῦ πολέμου οὐδεμία νεωτέρα εἴδησις ἐλήφθη. Αἱ εἰδήσεις ἐκ τῆς Νατάλης ἀναφέρουσιν ὅτι ὁ στρατηγὸς Μπούλλερ ἐνεργεῖ τὴν ἀνάβασιν τοῦ Τουγέλα. — [910, 1288, 1080, 1529]
column-4-text-repeat: Ὁ κ. Φαλλιὲρ ἐξελέγη καὶ πάλιν Πρόεδρος τῆς Γερουσίας διὰ πλειοψηφίας 176 ψήφων. ΛΟΝΔΙΝΟΝ, 25 Ἰανουαρίου (Ἐθνικὸν Πρακτορεῖον). Ἐκ Πεκίνου τηλεγραφοῦσιν ὅτι διακοινώσεις διαμείβονται μεταξὺ τῶν Δυνάμεων. Ὡς ἐγράψαμεν, ὁ ὑπουργὸς τῶν Ἐσωτερικῶν κ. Στράτος διέταξε τὴν καταμέτρησιν τῶν ὑδάτων τῆς Στυμφαλίας. Κατὰ τινας πληροφορίας καταρτίζεται ἐν τῷ Πειραιεῖ μεγάλη βιομηχανικὴ ἑταιρία πρὸς μιστελοποίησιν τοῦ παρακρατήματος. Κατ᾽ εἰδήσεις ἐκ τῆς μεθορίου, καὶ ἐν τῷ γεννηθέντι περιπλόκων θα ἐγένετο ἐπεισόδιον μεταξὺ τῶν φρουρῶν. Κατὰ τὴν δημοσιευθεῖσαν κατάστασιν αἱ εἰσπράξεις τοῦ Κράτους ἀνῆλθον κατὰ τὸ 1899 εἰς δραχμὰς 92.258.441,26. — [711, 1130, 900, 1443]
column-6-text-repeat-2: τῶν ἀνακαλυφθέντων τρόπων καὶ φερμένων ὑπὲρ τῆς Βρετανικῆς πολιτικῆς, ἀλλ᾽ ὅμως ἡ θέσις τῶν Ἄγγλων δὲν φαίνεται βελτιουμένη. Πρὸς Γερμανοὺς στρατηγοὺς. Ἐπέσκεψις τῶν κατασχεθέντων. Οἱ Βοέροι κατέχουσι τὰς θέσεις των. Ὁ κ. Πρωθυπουργὸς ἐδέχθη τοὺς βουλευτὰς τῆς Θεσσαλίας οἵτινες ἐζήτησαν τὴν ταχεῖαν κατασκευὴν τοῦ σιδηροδρόμου Πειραιῶς-Λαρίσσης. Ἐν τῇ Βουλῇ ἐγένετο ἐπεισόδιον μεταξὺ τοῦ κ. Γιολδάση καὶ τοῦ Προέδρου. — [1093, 571, 1265, 783]
column-5-text-repeat-3: λαμβάνει τὸν λόγον καὶ ὁ κ. Δραγούμης καὶ ὁ κ. Δεληγιάννης, ὅστις φρονεῖ ὅτι τὸ ζήτημα πρέπει νὰ λυθῇ. ΛΟΝΔΙΝΟΝ, 25 Ἰανουαρίου (Ἐθνικὸν Πρακτορεῖον). Ἐν τῇ Βουλῇ τῶν Κοινοτήτων ὁ Ὑπουργὸς τῶν Ἀποικιῶν Τσάμπερλαιν ἀπαντῶν εἰς ἐπερώτησιν σχετικὴν πρὸς τὸν πόλεμον εἶπεν ὅτι ἡ Κυβέρνησις ἔχει πεποίθησιν εἰς τὸ ἀποτέλεσμα. Ἐκ τοῦ θεάτρου τοῦ πολέμου οὐδεμία νεωτέρα εἴδησις ἐλήφθη. Αἱ εἰδήσεις ἐκ τῆς Νατάλης ἀναφέρουσιν ὅτι ὁ στρατηγὸς Μπούλλερ ἐνεργεῖ τὴν ἀνάβασιν τοῦ Τουγέλα. — [910, 1537, 1080, 1778]
heading-allai: ΑΛΛΑΙ ΠΛΗΡΟΦΟΡΙΑΙ — [918, 1017, 1071, 1034]
heading-oudemia: ΟΥΔΕΜΙΑ ΕΙΔΗΣΙΣ — [926, 995, 1064, 1013]
column-2-text-repeat-2: Ἵνα ἀποδειχθῇ δὲ ὅτι ὑπάρχουσι καὶ εἰς τὸ Ἑλλάδα ἀξιωματικοὶ ἱκανοὶ νὰ ἀποδείξωσι κατὰ τὰ μέτρα τῆς στρατιωτικῆς ἡμῶν ἀναφορᾶς, ὀφείλω νὰ ἀναφέρω ἐκεῖνους καὶ τὸν συνεἰργασθὲν εἰς τὸν ὀργανισμόν. Οὗτος δὲ εἶνε ὁ διαπρεπὴς ἀντισυνταγματάρχης τοῦ πυροβολικοῦ κ. Κωνσταντινίδης καὶ τινες κατώτεροι ἀξιωματικοί. Ἀλλ᾽ ἕτερος σκοπὸς τοῦ ὀργανισμοῦ, ὅν συνέταξα ἐγώ, ἦτο νὰ ἐπιτύχω τὸν προσέλκυσιν ἐνὸς ὁπλαρχηγοῦ. Αἱ σχέσεις Ἀιτηίου-Τσαμαδοῦ. Νέον ἐπεισόδιον. Πῶς ἐγένετο συνταγματάρχης ὁ κ. Τσαμαδός. — [315, 536, 506, 763]
column-2-text-repeat-6: Ἵνα ἀποδειχθῇ δὲ ὅτι ὑπάρχουσι καὶ εἰς τὸ Ἑλλάδα ἀξιωματικοὶ ἱκανοὶ νὰ ἀποδείξωσι κατὰ τὰ μέτρα τῆς στρατιωτικῆς ἡμῶν ἀναφορᾶς, ὀφείλω νὰ ἀναφέρω ἐκεῖνους καὶ τὸν συνεἰργασθὲν εἰς τὸν ὀργανισμόν. Οὗτος δὲ εἶνε ὁ διαπρεπὴς ἀντισυνταγματάρχης τοῦ πυροβολικοῦ κ. Κωνσταντινίδης καὶ τινες κατώτεροι ἀξιωματικοί. Ἀλλ᾽ ἕτερος σκοπὸς τοῦ ὀργανισμοῦ, ὅν συνέταξα ἐγώ, ἦτο νὰ ἐπιτύχω τὸν προσέλκυσιν ἐνὸς ὁπλαρχηγοῦ. Αἱ σχέσεις Ἀιτηίου-Τσαμαδοῦ. Νέον ἐπεισόδιον. Πῶς ἐγένετο συνταγματάρχης ὁ κ. Τσαμαδός. — [315, 1477, 506, 1703]
newspaper-title: ΣΚΡΙΠ — [707, 21, 831, 50]
column-rule — [1086, 65, 1087, 2120]
column-3-text-repeat-9: τῶν ἀπομάχων τῆς ἀνεκτικότητος αὐτῶν πρὸς τὴν συνταγματικὴν ὀργάνωσιν. Καὶ πάλιν τὸ ἔλλειμμα τοῦ προϋπολογισμοῦ. Ἐμφανίζεται τὸν προϋπολογισμὸν καὶ λέγει ὅτι ἀπὸ τοῦ 1899 τοῦ ἐλλείμματος ὑφίστανται. Κατὰ τὰς ἐργασίας τῆς Βουλῆς τὸ ἀποτέλεσμα δὲν εἶνε ἐκεῖνο ὅπερ ἐπερίμενε ἡ Κυβέρνησις. Ὁ κ. ὑπουργὸς τῶν Στρατιωτικῶν ἀπαντᾷ εἰς τὰς παρατηρήσεις τοῦ ἀγορεύσαντος βουλευτοῦ. — [520, 1924, 701, 2122]
column-rule — [705, 65, 706, 2120]
column-2 — [315, 65, 506, 2120]
